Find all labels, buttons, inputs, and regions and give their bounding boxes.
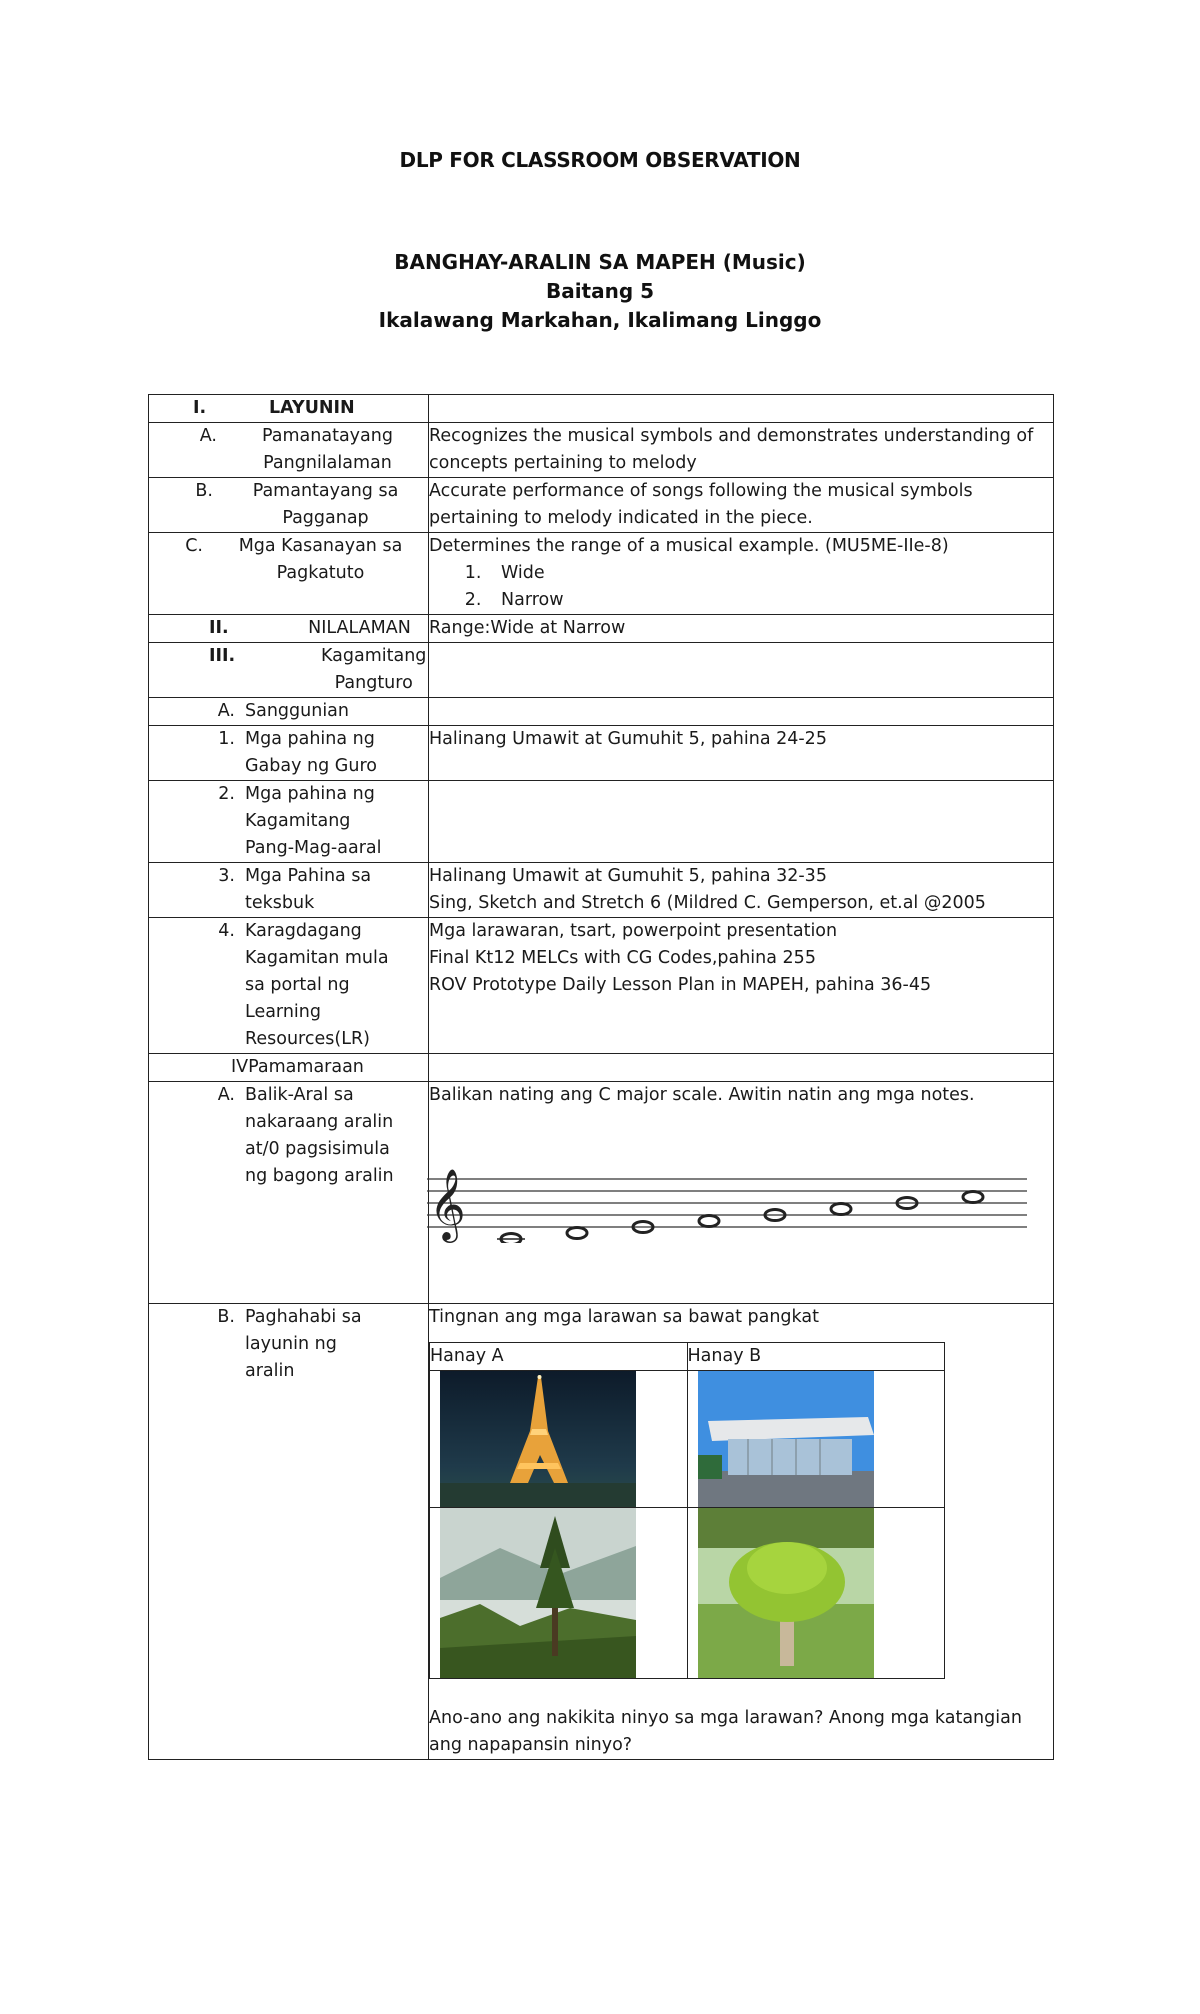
- note-d: [567, 1228, 587, 1239]
- list-item: 2. Narrow: [487, 587, 1053, 614]
- row-label: Mga Kasanayan sa Pagkatuto: [238, 536, 403, 583]
- section-layunin: I. LAYUNIN: [193, 398, 355, 418]
- column-header-hanay-b: Hanay B: [687, 1343, 945, 1371]
- column-header-hanay-a: Hanay A: [430, 1343, 688, 1371]
- range-list: [429, 560, 1053, 614]
- modern-building-image: [698, 1371, 874, 1507]
- note-c-high: [963, 1192, 983, 1203]
- row-content: Tingnan ang mga larawan sa bawat pangkat Hanay A Hanay B Ano-ano ang nakikita ninyo sa mga larawan? Anong mga katangian ang napapansin ninyo?: [429, 1304, 1054, 1760]
- list-item: 1. Wide: [487, 560, 1053, 587]
- document-subtitle: [0, 248, 1200, 335]
- subtitle-grade: Baitang 5: [545, 279, 655, 303]
- row-label: Mga Pahina sa teksbuk: [245, 866, 372, 913]
- note-a: [831, 1204, 851, 1215]
- row-content: Balikan nating ang C major scale. Awitin natin ang mga notes. 𝄞: [429, 1082, 1054, 1304]
- section-pamamaraan: IVPamamaraan: [231, 1057, 364, 1077]
- row-label: Pamantayang sa Pagganap: [252, 481, 399, 528]
- row-label: Balik-Aral sa nakaraang aralin at/0 pagsisimula ng bagong aralin: [245, 1085, 394, 1186]
- table-row: [149, 643, 1054, 698]
- image-comparison-table: [429, 1342, 945, 1679]
- note-f: [699, 1216, 719, 1227]
- table-row: B. Pamantayang sa Pagganap Accurate performance of songs following the musical symbols pertaining to melody indicated in the piece.: [149, 478, 1054, 533]
- table-row: 2. Mga pahina ng Kagamitang Pang-Mag-aaral: [149, 781, 1054, 863]
- table-row: A. Balik-Aral sa nakaraang aralin at/0 pagsisimula ng bagong aralin Balikan nating ang C major scale. Awitin natin ang mga notes. 𝄞: [149, 1082, 1054, 1304]
- row-content: Recognizes the musical symbols and demonstrates understanding of concepts pertaining to melody: [429, 423, 1054, 478]
- table-row: A. Pamanatayang Pangnilalaman Recognizes the musical symbols and demonstrates understanding of concepts pertaining to melody: [149, 423, 1054, 478]
- row-content: Halinang Umawit at Gumuhit 5, pahina 32-35 Sing, Sketch and Stretch 6 (Mildred C. Gemperson, et.al @2005: [429, 863, 1054, 918]
- row-content: Halinang Umawit at Gumuhit 5, pahina 24-25: [429, 726, 1054, 781]
- table-row: A. Sanggunian: [149, 698, 1054, 726]
- forest-valley-image: [440, 1508, 636, 1678]
- row-label: Mga pahina ng Kagamitang Pang-Mag-aaral: [245, 784, 382, 858]
- table-row: 3. Mga Pahina sa teksbuk Halinang Umawit at Gumuhit 5, pahina 32-35 Sing, Sketch and Stretch 6 (Mildred C. Gemperson, et.al @2005: [149, 863, 1054, 918]
- guide-question: Ano-ano ang nakikita ninyo sa mga larawan? Anong mga katangian ang napapansin ninyo?: [429, 1708, 1022, 1755]
- eiffel-tower-image: [440, 1371, 636, 1507]
- document-title: DLP FOR CLASSROOM OBSERVATION: [399, 148, 801, 172]
- row-label: Mga pahina ng Gabay ng Guro: [245, 729, 377, 776]
- c-major-scale-staff: [427, 1163, 1027, 1243]
- table-row: [149, 395, 1054, 423]
- section-nilalaman: II. NILALAMAN: [209, 618, 411, 638]
- tree-field-image: [698, 1508, 874, 1678]
- table-row: 1. Mga pahina ng Gabay ng Guro Halinang Umawit at Gumuhit 5, pahina 24-25: [149, 726, 1054, 781]
- table-row: [149, 1054, 1054, 1082]
- subtitle-subject: BANGHAY-ARALIN SA MAPEH (Music): [394, 250, 806, 274]
- section-kagamitan: III. Kagamitang Pangturo: [209, 646, 427, 693]
- table-row: 4. Karagdagang Kagamitan mula sa portal ng Learning Resources(LR) Mga larawaran, tsart, powerpoint presentation Final Kt12 MELCs with CG Codes,pahina 255 ROV Prototype Daily Lesson Plan in MAPEH, pahina 36-45: [149, 918, 1054, 1054]
- treble-clef-icon: 𝄞: [429, 1167, 466, 1240]
- row-label: Paghahabi sa layunin ng aralin: [245, 1307, 362, 1381]
- row-content: Range:Wide at Narrow: [429, 615, 1054, 643]
- row-content: Determines the range of a musical example. (MU5ME-IIe-8) 1. Wide 2. Narrow: [429, 533, 1054, 615]
- lesson-plan-table: [148, 394, 1054, 1760]
- subtitle-quarter: Ikalawang Markahan, Ikalimang Linggo: [378, 308, 822, 332]
- row-label: Karagdagang Kagamitan mula sa portal ng Learning Resources(LR): [245, 921, 389, 1049]
- row-content: Accurate performance of songs following the musical symbols pertaining to melody indicated in the piece.: [429, 478, 1054, 533]
- table-row: C. Mga Kasanayan sa Pagkatuto Determines the range of a musical example. (MU5ME-IIe-8) 1. Wide 2. Narrow: [149, 533, 1054, 615]
- row-content: Mga larawaran, tsart, powerpoint presentation Final Kt12 MELCs with CG Codes,pahina 255 ROV Prototype Daily Lesson Plan in MAPEH, pahina 36-45: [429, 918, 1054, 1054]
- table-row: B. Paghahabi sa layunin ng aralin Tingnan ang mga larawan sa bawat pangkat Hanay A Hanay B Ano-ano ang nakikita ninyo sa mga larawan? Anong mga katangian ang napapansin ninyo?: [149, 1304, 1054, 1760]
- note-c: [501, 1234, 521, 1244]
- row-label: Sanggunian: [245, 701, 350, 721]
- table-row: [149, 615, 1054, 643]
- row-label: Pamanatayang Pangnilalaman: [262, 426, 393, 473]
